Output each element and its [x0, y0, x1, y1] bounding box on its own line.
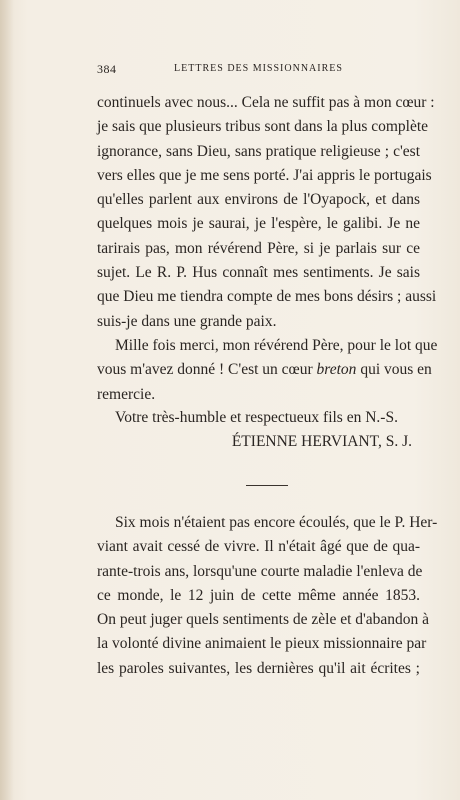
- signature: ÉTIENNE HERVIANT, S. J.: [231, 433, 412, 451]
- letter-closing: [97, 406, 420, 455]
- text-line: rante-trois ans, lorsqu'une courte maladie l'enleva de: [97, 562, 423, 580]
- narrative-paragraph: [97, 511, 438, 681]
- text-line: sujet. Le R. P. Hus connaît mes sentiments. Je sais: [97, 264, 420, 282]
- text-line: remercie.: [97, 385, 156, 403]
- text-line: tarirais pas, mon révérend Père, si je parlais sur ce: [97, 239, 420, 257]
- text-fragment: qui vous en: [356, 361, 432, 379]
- page-number: 384: [97, 62, 117, 76]
- text-line: que Dieu me tiendra compte de mes bons désirs ; aussi: [97, 288, 437, 306]
- text-line: quelques mois je saurai, je l'espère, le galibi. Je ne: [97, 215, 420, 233]
- text-line: la volonté divine animaient le pieux missionnaire par: [97, 635, 427, 653]
- text-line: Six mois n'étaient pas encore écoulés, que le P. Her-: [115, 514, 438, 531]
- page-gutter-shadow: [0, 0, 14, 800]
- text-line: viant avait cessé de vivre. Il n'était âgé que de qua-: [97, 538, 420, 556]
- text-line: continuels avec nous... Cela ne suffit pas à mon cœur :: [97, 94, 435, 111]
- running-head: LETTRES DES MISSIONNAIRES: [174, 63, 343, 74]
- section-divider: [246, 485, 288, 486]
- text-line: vers elles que je me sens porté. J'ai appris le portugais: [97, 166, 432, 184]
- text-line: ce monde, le 12 juin de cette même année 1853.: [97, 586, 420, 604]
- text-line: [97, 358, 432, 382]
- text-line: ignorance, sans Dieu, sans pratique religieuse ; c'est: [97, 142, 420, 160]
- text-line: suis-je dans une grande paix.: [97, 312, 277, 330]
- text-line: Mille fois merci, mon révérend Père, pour le lot que: [115, 337, 438, 354]
- text-line: On peut juger quels sentiments de zèle et d'abandon à: [97, 611, 430, 629]
- text-fragment: vous m'avez donné ! C'est un cœur: [97, 361, 317, 379]
- text-line: qu'elles parlent aux environs de l'Oyapock, et dans: [97, 191, 420, 209]
- letter-paragraph-2: [97, 334, 438, 407]
- closing-line: Votre très-humble et respectueux fils en N.-S.: [115, 409, 398, 426]
- page-header: [97, 62, 420, 78]
- text-line: je sais que plusieurs tribus sont dans la plus complète: [97, 118, 429, 136]
- letter-paragraph-1: [97, 91, 437, 334]
- text-line: les paroles suivantes, les dernières qu'il ait écrites ;: [97, 659, 420, 677]
- italic-word: breton: [316, 361, 357, 379]
